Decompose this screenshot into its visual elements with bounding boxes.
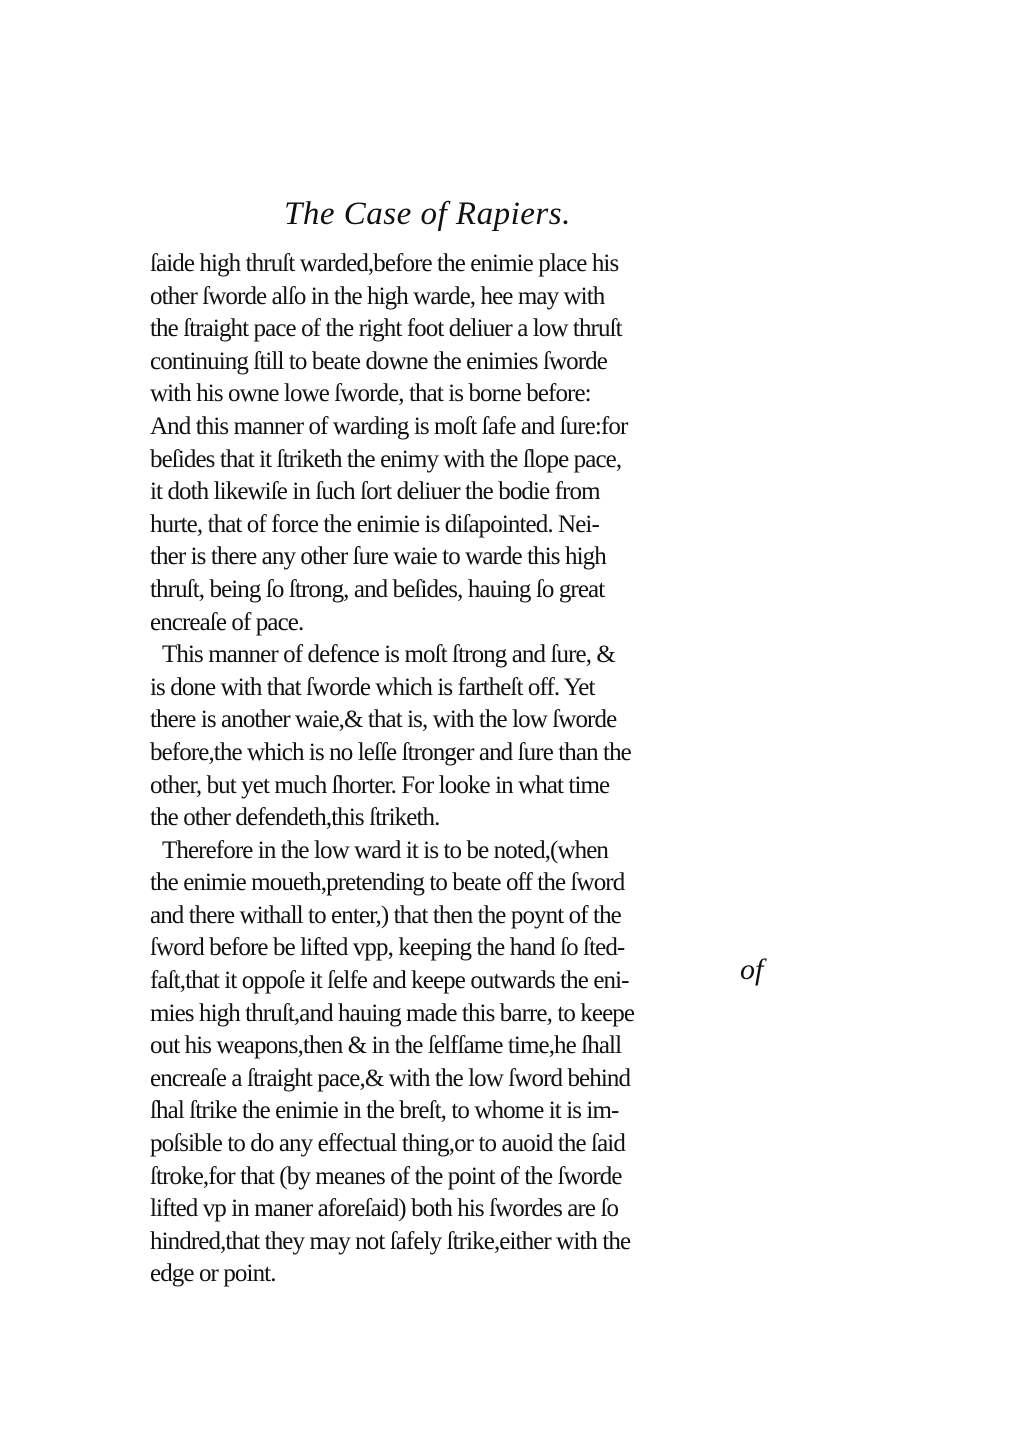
text-line: continuing ſtill to beate downe the enimies ſworde xyxy=(150,347,607,375)
text-line: before,the which is no leſſe ſtronger and ſure than the xyxy=(150,738,631,766)
text-line: encreaſe of pace. xyxy=(150,608,304,636)
text-line: lifted vp in maner aforeſaid) both his ſwordes are ſo xyxy=(150,1195,619,1223)
text-line: is done with that ſworde which is fartheſt off. Yet xyxy=(150,673,595,701)
text-line: other ſworde alſo in the high warde, hee may with xyxy=(150,282,605,310)
text-line: the enimie moueth,pretending to beate off the ſword xyxy=(150,869,625,897)
text-line: ſhal ſtrike the enimie in the breſt, to whome it is im- xyxy=(150,1097,619,1125)
text-line: ſtroke,for that (by meanes of the point of the ſworde xyxy=(150,1162,622,1190)
text-line: out his weapons,then & in the ſelfſame time,he ſhall xyxy=(150,1032,622,1060)
text-line: edge or point. xyxy=(150,1260,276,1288)
text-line: encreaſe a ſtraight pace,& with the low ſword behind xyxy=(150,1064,631,1092)
text-line: with his owne lowe ſworde, that is borne before: xyxy=(150,380,591,408)
body-text xyxy=(150,248,770,1291)
text-line: other, but yet much ſhorter. For looke in what time xyxy=(150,771,610,799)
catchword: of xyxy=(740,953,764,986)
text-line: there is another waie,& that is, with the low ſworde xyxy=(150,706,617,734)
paragraph-start-line: Therefore in the low ward it is to be noted,(when xyxy=(162,836,609,864)
text-line: it doth likewiſe in ſuch ſort deliuer the bodie from xyxy=(150,478,600,506)
text-line: hindred,that they may not ſafely ſtrike,either with the xyxy=(150,1227,631,1255)
running-head: The Case of Rapiers. xyxy=(284,196,571,232)
paragraph-start-line: This manner of defence is moſt ſtrong and ſure, & xyxy=(162,641,615,669)
text-line: ſword before be lifted vpp, keeping the hand ſo ſted- xyxy=(150,934,625,962)
text-line: And this manner of warding is moſt ſafe and ſure:for xyxy=(150,412,628,440)
text-line: the ſtraight pace of the right foot deliuer a low thruſt xyxy=(150,315,622,343)
text-line: hurte, that of force the enimie is diſapointed. Nei- xyxy=(150,510,599,538)
text-line: ther is there any other ſure waie to warde this high xyxy=(150,543,606,571)
text-line: thruſt, being ſo ſtrong, and beſides, hauing ſo great xyxy=(150,575,605,603)
text-line: mies high thruſt,and hauing made this barre, to keepe xyxy=(150,999,635,1027)
text-line: faſt,that it oppoſe it ſelfe and keepe outwards the eni- xyxy=(150,967,629,995)
text-line: ſaide high thruſt warded,before the enimie place his xyxy=(150,250,619,277)
text-line: the other defendeth,this ſtriketh. xyxy=(150,804,440,832)
text-line: beſides that it ſtriketh the enimy with the ſlope pace, xyxy=(150,445,622,473)
text-line: and there withall to enter,) that then the poynt of the xyxy=(150,901,621,929)
text-line: poſsible to do any effectual thing,or to auoid the ſaid xyxy=(150,1130,625,1158)
